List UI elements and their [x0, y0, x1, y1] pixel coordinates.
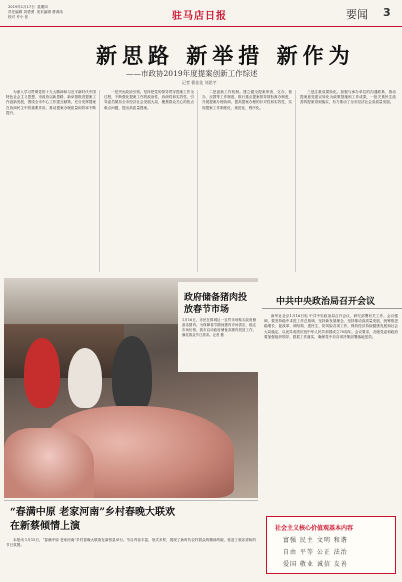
lead-column-2 [104, 90, 194, 272]
photo-caption: 1月16日，市民在驿城区一农贸市场购买政府储备冻猪肉。为保障春节期间猪肉市场供应，稳定市场价格，我市启动政府储备冻猪肉投放工作，满足群众节日需求。记者 摄 [182, 318, 256, 337]
lead-column-1 [6, 90, 96, 272]
lead-paragraph: 一是突出政治引领。坚持把党的领导贯穿提案工作全过程，不断强化提案工作的政治性、协商性和实效性，引导委员紧扣全市经济社会发展大局，聚焦群众关心的热点难点问题，提出高质量提案。 [104, 90, 194, 110]
column-divider [197, 90, 198, 272]
right-paragraph: 新华社北京1月16日电 中共中央政治局召开会议，研究部署有关工作。会议强调，要坚持稳中求进工作总基调，坚持新发展理念，坚持推动高质量发展，统筹推进稳增长、促改革、调结构、惠民生、防风险各项工作，保持经济持续健康发展和社会大局稳定，以优异成绩庆祝中华人民共和国成立70周年。会议要求，各级党委和政府要加强组织领导，狠抓工作落实，确保党中央各项决策部署落地见效。 [264, 314, 398, 339]
core-values-row: 爱国 敬业 诚信 友善 [283, 561, 348, 568]
column-divider [99, 90, 100, 272]
bottom-paragraph: 本报讯 1月15日，“春满中原 老家河南”乡村春晚大联欢在新蔡县举行。节目内容丰富，形式多样，展现了新时代农村群众的精神风貌，营造了欢乐祥和的节日氛围。 [6, 538, 256, 548]
bottom-article-body [6, 538, 256, 578]
lead-byline: 记者 曹佳佳 刘思宇 [182, 80, 217, 85]
lead-headline: 新思路 新举措 新作为 [96, 43, 355, 68]
lead-paragraph: 为深入学习贯彻党的十九大精神和习近平新时代中国特色社会主义思想，市政协以新思路、新举措推进提案工作创新发展，围绕全市中心工作建言献策，充分发挥提案在协商民主中的重要作用，推动提案办理质量和效率不断提升。 [6, 90, 96, 115]
photo-person [24, 338, 60, 408]
core-values-title: 社会主义核心价值观基本内容 [275, 525, 354, 532]
masthead [0, 0, 402, 27]
lead-subtitle: ——市政协2019年度提案创新工作综述 [126, 69, 258, 78]
photo-person [68, 348, 102, 408]
bottom-headline [10, 506, 175, 534]
lead-column-3 [202, 90, 292, 272]
page-number: 3 [383, 6, 391, 19]
right-article-body [264, 314, 398, 510]
divider [4, 500, 258, 501]
bottom-headline-line2: 在新蔡倾情上演 [10, 521, 80, 532]
lead-paragraph: 三是注重成果转化。加强与承办单位的沟通联系，推动提案意见建议转化为政策措施和工作成果，一批关系民生改善的提案得到落实，有力推动了全市经济社会高质量发展。 [300, 90, 396, 105]
newspaper-logo: 驻马店日报 [172, 11, 227, 22]
photo-pork [4, 428, 94, 498]
core-values-row: 自由 平等 公正 法治 [283, 549, 348, 556]
section-title: 要闻 [346, 8, 368, 21]
core-values-row: 富强 民主 文明 和谐 [283, 537, 348, 544]
right-headline: 中共中央政治局召开会议 [276, 297, 376, 307]
bottom-headline-line1: “春满中原 老家河南”乡村春晚大联欢 [10, 507, 175, 518]
core-values-box [266, 516, 396, 574]
photo-person [112, 336, 152, 416]
lead-column-4 [300, 90, 396, 272]
column-divider [295, 90, 296, 272]
photo-title: 政府储备猪肉投放春节市场 [184, 293, 248, 315]
lead-paragraph: 二是创新工作机制。建立健全提案审查、交办、督办、反馈等工作制度，推行重点提案领导领衔督办制度，开展提案办理协商，提高提案办理的针对性和实效性，实现提案工作制度化、规范化、程序化。 [202, 90, 292, 110]
divider [262, 308, 402, 309]
photo-stall [4, 324, 124, 378]
issue-meta: 2019年1月17日 星期四 责任编辑 刘勇勇 美术编辑 曹鸿伟 校对 许小 张 [8, 5, 63, 19]
